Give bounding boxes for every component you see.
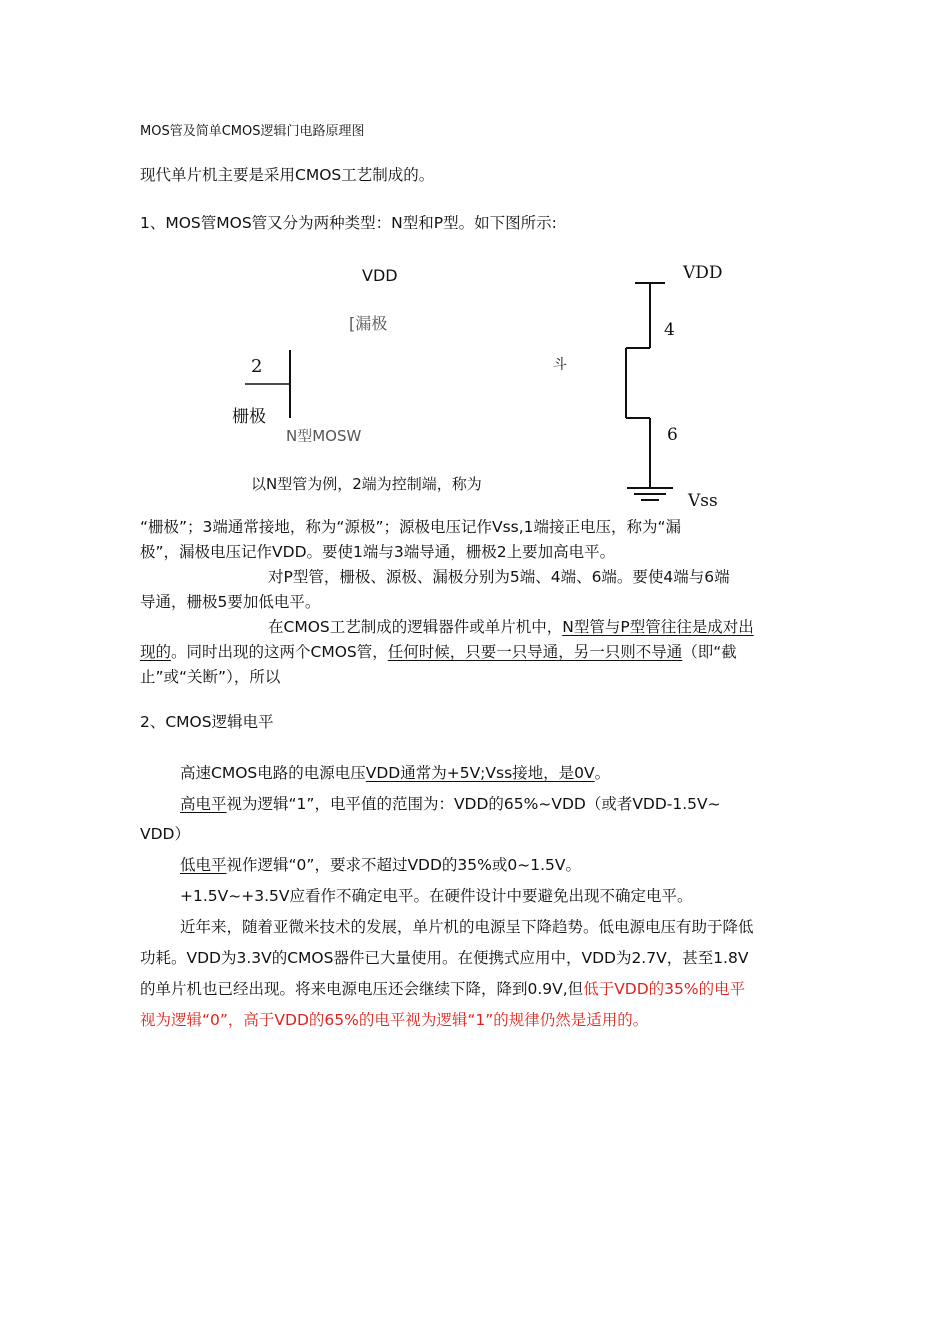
- levels-line6: 近年来，随着亚微米技术的发展，单片机的电源呈下降趋势。低电源电压有助于降低: [180, 918, 754, 936]
- levels-line8: [140, 977, 745, 999]
- para2-line2: 导通，栅极5要加低电平。: [140, 593, 321, 611]
- levels-line5: +1.5V~+3.5V应看作不确定电平。在硬件设计中要避免出现不确定电平。: [180, 887, 693, 905]
- levels-l1a: 高速CMOS电路的电源电压: [180, 764, 366, 782]
- para1-line2: 极”，漏极电压记作VDD。要使1端与3端导通，栅极2上要加高电平。: [140, 543, 616, 561]
- n-drain-label: [漏极: [349, 314, 388, 333]
- levels-l4a: 低电平: [180, 856, 227, 874]
- levels-line9: 视为逻辑“0”，高于VDD的65%的电平视为逻辑“1”的规律仍然是适用的。: [140, 1011, 649, 1029]
- page-title: MOS管及简单CMOS逻辑门电路原理图: [140, 124, 365, 139]
- para3-l1a: 在CMOS工艺制成的逻辑器件或单片机中，: [268, 618, 563, 636]
- levels-line2: [180, 792, 721, 814]
- para1-line1: “栅极”；3端通常接地，称为“源极”；源极电压记作Vss,1端接正电压，称为“漏: [140, 518, 682, 536]
- n-gate-label: 栅极: [232, 407, 266, 427]
- levels-l1c: 。: [594, 764, 611, 782]
- levels-line7: 功耗。VDD为3.3V的CMOS器件已大量使用。在便携式应用中，VDD为2.7V，甚至1.8V: [140, 949, 749, 967]
- levels-l2b: 视为逻辑“1”，电平值的范围为：VDD的65%~VDD（或者VDD-1.5V~: [226, 795, 721, 813]
- levels-line4: [180, 853, 581, 875]
- para3-l2c: 任何时候，只要一只导通，另一只则不导通: [387, 643, 683, 661]
- mos-diagram-lines: [0, 0, 950, 520]
- n-vdd-label: VDD: [362, 266, 398, 285]
- para3-line3: 止”或“关断”），所以: [140, 668, 281, 686]
- levels-l8b: 低于VDD的35%的电平: [583, 980, 746, 998]
- p-vss-label: Vss: [688, 491, 718, 511]
- para3-line1: [268, 615, 754, 637]
- n-mos-caption: N型MOSW: [286, 427, 362, 445]
- p-terminal-4: 4: [664, 320, 675, 340]
- section2-heading: 2、CMOS逻辑电平: [140, 713, 274, 731]
- p-terminal-6: 6: [667, 425, 678, 445]
- para3-l1b: N型管与P型管往往是成对出: [562, 618, 754, 636]
- intro-paragraph: 现代单片机主要是采用CMOS工艺制成的。: [140, 166, 435, 184]
- section1-heading: 1、MOS管MOS管又分为两种类型：N型和P型。如下图所示:: [140, 214, 557, 232]
- para3-line2: [140, 640, 737, 662]
- p-vdd-label: VDD: [683, 263, 723, 283]
- n-gate-number: 2: [251, 356, 263, 377]
- para2-line1: 对P型管，栅极、源极、漏极分别为5端、4端、6端。要使4端与6端: [268, 568, 730, 586]
- mid-char: 斗: [553, 357, 567, 373]
- para3-l2d: （即“截: [682, 643, 737, 661]
- para3-l2a: 现的: [140, 643, 172, 661]
- para3-l2b: 。同时出现的这两个CMOS管，: [171, 643, 388, 661]
- levels-line3: VDD）: [140, 825, 190, 843]
- levels-l1b: VDD通常为+5V;Vss接地，是0V: [365, 764, 595, 782]
- para1-line0: 以N型管为例，2端为控制端，称为: [251, 475, 482, 493]
- levels-l2a: 高电平: [180, 795, 227, 813]
- levels-l8a: 的单片机也已经出现。将来电源电压还会继续下降，降到0.9V,但: [140, 980, 584, 998]
- levels-l4b: 视作逻辑“0”，要求不超过VDD的35%或0~1.5V。: [226, 856, 581, 874]
- levels-line1: [180, 761, 610, 783]
